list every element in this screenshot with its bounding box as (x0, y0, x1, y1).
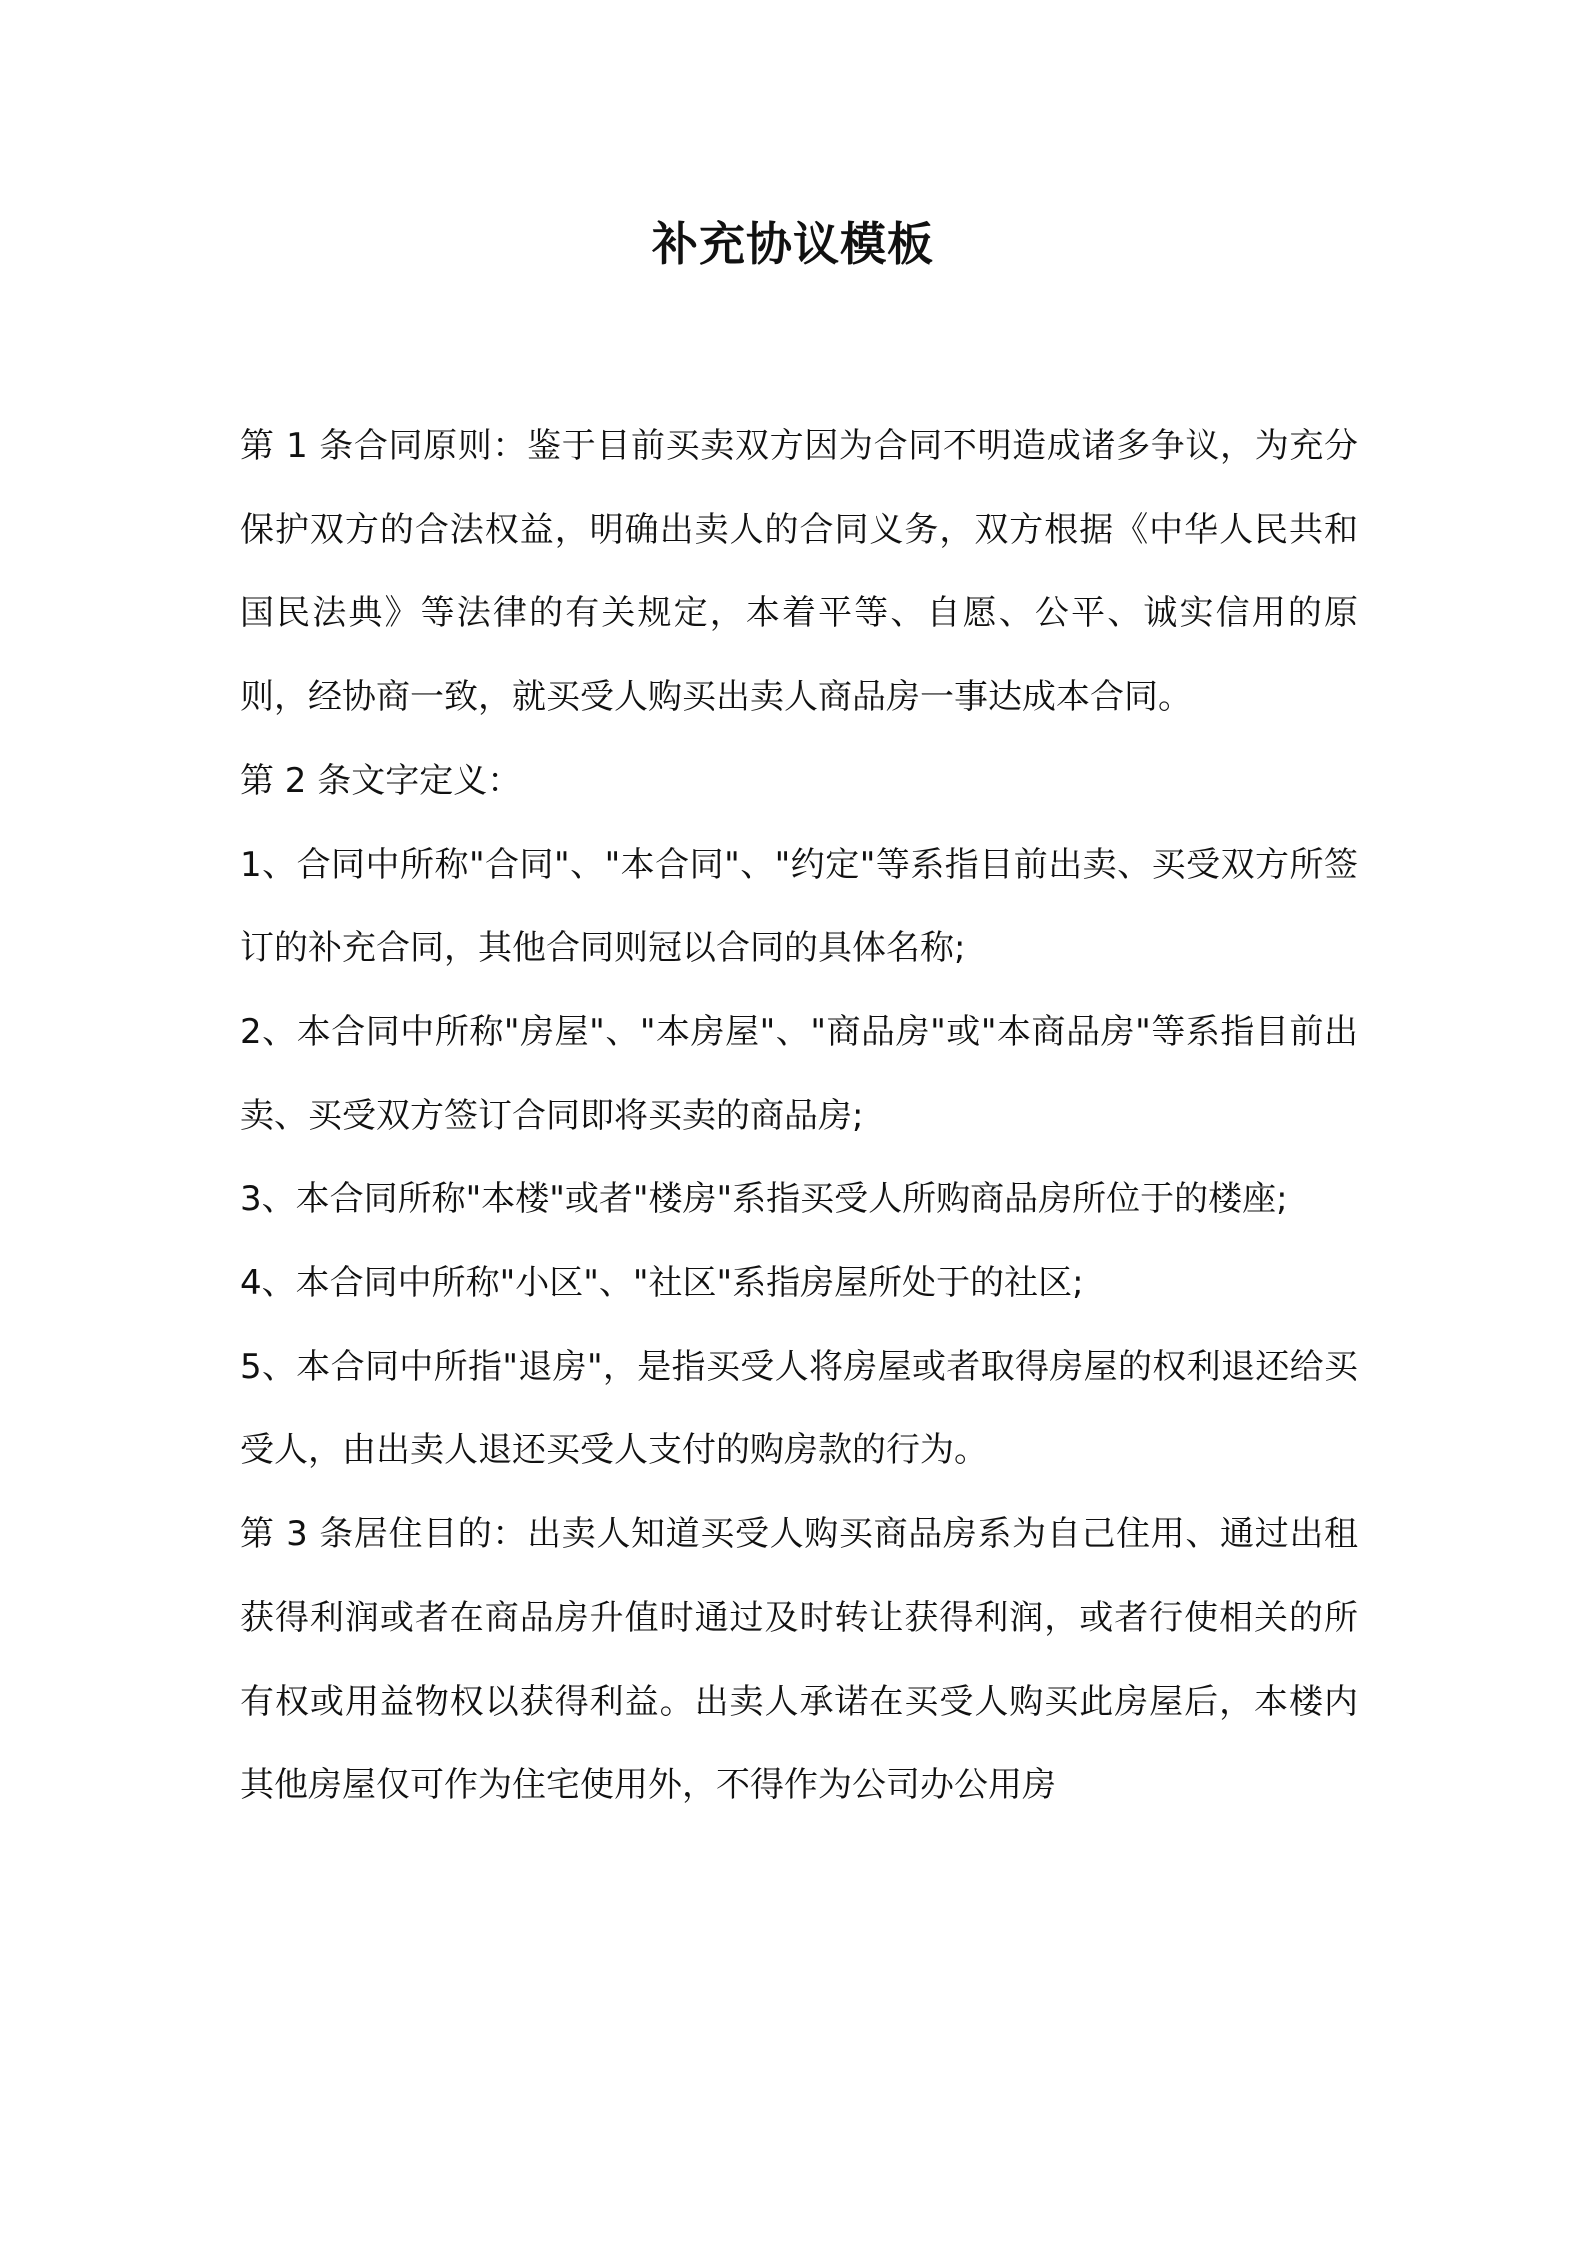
article-2-heading: 第 2 条文字定义： (240, 760, 522, 801)
definition-item-3: 3、本合同所称"本楼"或者"楼房"系指买受人所购商品房所位于的楼座; (240, 1179, 1288, 1220)
document-title: 补充协议模板 (652, 217, 934, 271)
definition-item-1: 1、合同中所称"合同"、"本合同"、"约定"等系指目前出卖、买受双方所签订的补充合同，其他合同则冠以合同的具体名称; (240, 844, 1358, 969)
article-1-principle: 第 1 条合同原则：鉴于目前买卖双方因为合同不明造成诸多争议，为充分保护双方的合法权益，明确出卖人的合同义务，双方根据《中华人民共和国民法典》等法律的有关规定，本着平等、自愿、公平、诚实信用的原则，经协商一致，就买受人购买出卖人商品房一事达成本合同。 (240, 426, 1358, 718)
document-body (240, 405, 1358, 1828)
article-3-residence-purpose: 第 3 条居住目的：出卖人知道买受人购买商品房系为自己住用、通过出租获得利润或者在商品房升值时通过及时转让获得利润，或者行使相关的所有权或用益物权以获得利益。出卖人承诺在买受人购买此房屋后，本楼内其他房屋仅可作为住宅使用外，不得作为公司办公用房 (240, 1514, 1358, 1806)
definition-item-4: 4、本合同中所称"小区"、"社区"系指房屋所处于的社区; (240, 1263, 1084, 1304)
definition-item-5: 5、本合同中所指"退房"，是指买受人将房屋或者取得房屋的权利退还给买受人，由出卖人退还买受人支付的购房款的行为。 (240, 1346, 1358, 1471)
definition-item-2: 2、本合同中所称"房屋"、"本房屋"、"商品房"或"本商品房"等系指目前出卖、买受双方签订合同即将买卖的商品房; (240, 1011, 1358, 1136)
